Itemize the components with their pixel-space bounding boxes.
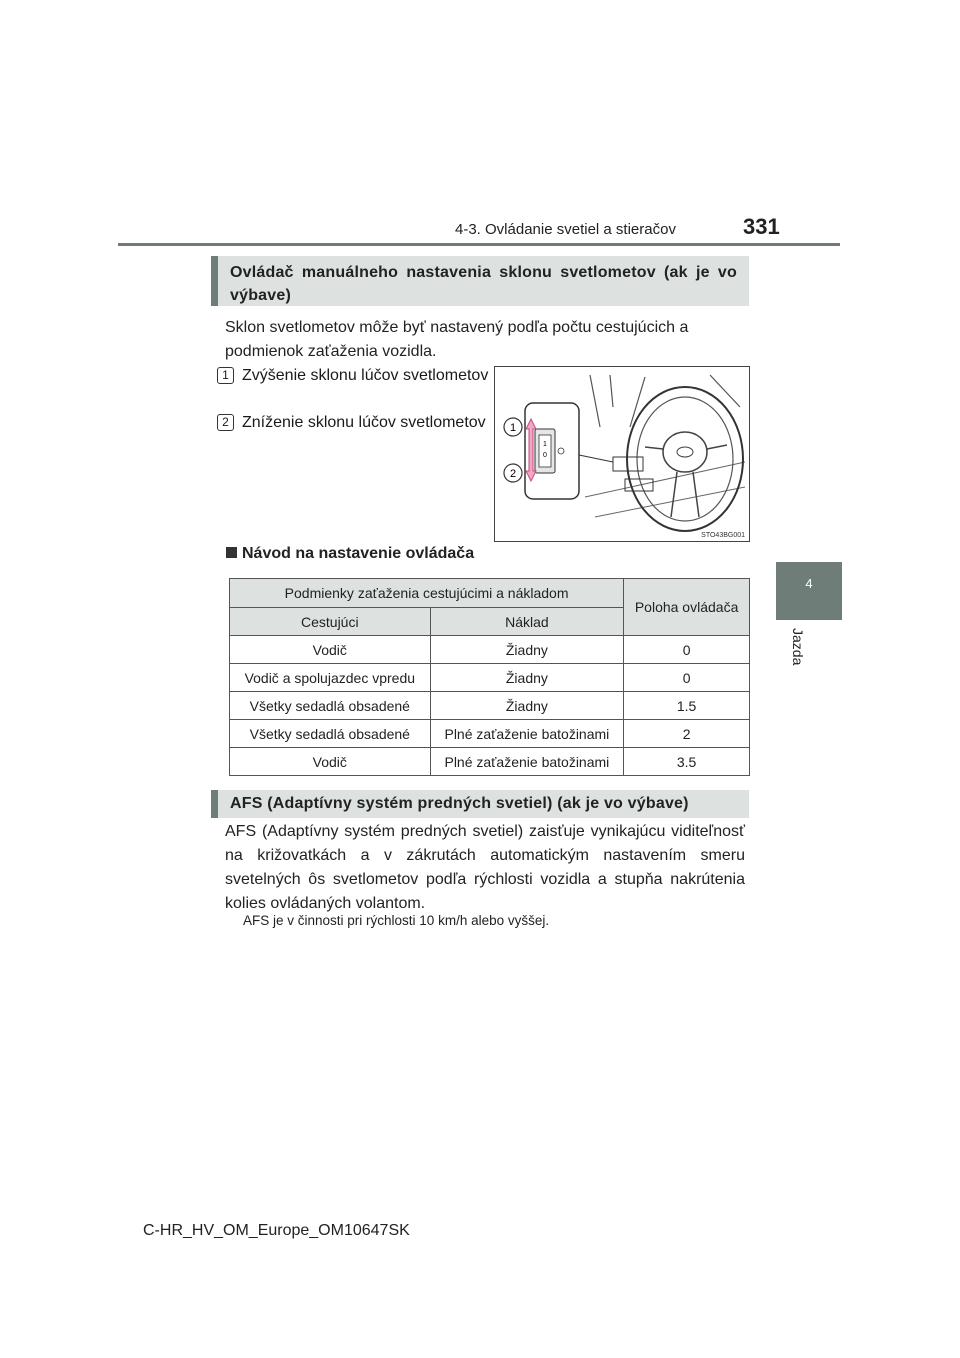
headlight-leveling-figure — [494, 366, 750, 542]
figure-code: STO43BG001 — [701, 532, 745, 539]
chapter-label-text: Jazda — [790, 628, 806, 666]
heading-line-2: výbave) — [230, 287, 291, 304]
square-bullet-icon — [226, 547, 237, 558]
cell-passengers: Vodič — [230, 636, 431, 664]
table-col-load: Náklad — [430, 608, 624, 636]
cell-position: 3.5 — [624, 748, 750, 776]
cell-load: Plné zaťaženie batožinami — [430, 720, 624, 748]
list-item-text: Zníženie sklonu lúčov svetlometov — [242, 414, 486, 431]
table-row — [230, 720, 750, 748]
table-row — [230, 636, 750, 664]
leveling-guide-table — [229, 578, 750, 776]
guide-subheading — [226, 545, 474, 563]
table-position-header: Poloha ovládača — [624, 579, 750, 636]
cell-position: 0 — [624, 636, 750, 664]
figure-callout-2: 2 — [509, 468, 517, 480]
callout-number: 2 — [217, 414, 234, 431]
table-row — [230, 748, 750, 776]
afs-paragraph: AFS (Adaptívny systém predných svetiel) zaisťuje vynikajúcu viditeľnosť na križovatkách a v zákrutách automatickým nastavením smeru svetelných ôs svetlometov podľa rýchlosti vozidla a stupňa nakrútenia kolies ovládaných volantom. — [225, 823, 745, 912]
table-group-header: Podmienky zaťaženia cestujúcimi a nákladom — [230, 579, 624, 608]
page-number: 331 — [743, 214, 780, 239]
cell-passengers: Vodič a spolujazdec vpredu — [230, 664, 431, 692]
cell-position: 2 — [624, 720, 750, 748]
cell-position: 0 — [624, 664, 750, 692]
chapter-tab — [776, 562, 842, 620]
dial-mark-1: 1 — [543, 441, 547, 448]
table-row — [230, 692, 750, 720]
callout-number: 1 — [217, 367, 234, 384]
header-rule — [118, 243, 840, 246]
table-row — [230, 664, 750, 692]
section-title: 4-3. Ovládanie svetiel a stieračov — [455, 221, 676, 238]
chapter-number: 4 — [805, 576, 813, 591]
cell-passengers: Všetky sedadlá obsadené — [230, 720, 431, 748]
chapter-label — [790, 628, 810, 688]
cell-position: 1.5 — [624, 692, 750, 720]
list-item-text: Zvýšenie sklonu lúčov svetlometov — [242, 367, 489, 384]
cell-load: Žiadny — [430, 636, 624, 664]
section-heading-afs: AFS (Adaptívny systém predných svetiel) (ak je vo výbave) — [211, 790, 749, 818]
section-heading-leveling — [211, 256, 749, 306]
figure-callout-1: 1 — [509, 422, 517, 434]
document-id: C-HR_HV_OM_Europe_OM10647SK — [143, 1222, 410, 1239]
dashboard-illustration — [495, 367, 749, 541]
afs-note: AFS je v činnosti pri rýchlosti 10 km/h alebo vyššej. — [243, 913, 550, 928]
cell-passengers: Všetky sedadlá obsadené — [230, 692, 431, 720]
heading-line-1: Ovládač manuálneho nastavenia sklonu svetlometov (ak je vo — [230, 264, 737, 281]
cell-load: Žiadny — [430, 664, 624, 692]
guide-title: Návod na nastavenie ovládača — [242, 545, 475, 562]
table-col-passengers: Cestujúci — [230, 608, 431, 636]
cell-load: Plné zaťaženie batožinami — [430, 748, 624, 776]
dial-mark-0: 0 — [543, 452, 547, 459]
cell-passengers: Vodič — [230, 748, 431, 776]
cell-load: Žiadny — [430, 692, 624, 720]
intro-paragraph: Sklon svetlometov môže byť nastavený podľa počtu cestujúcich a podmienok zaťaženia vozidla. — [225, 319, 689, 360]
